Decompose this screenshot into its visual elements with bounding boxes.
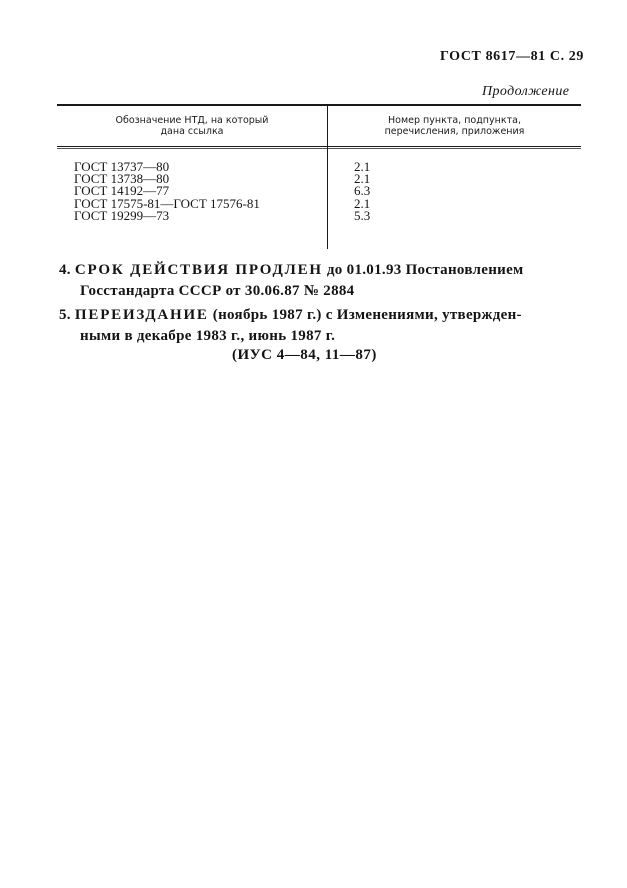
section-5-reference: (ИУС 4—84, 11—87) [232, 347, 377, 363]
table-row-doc: ГОСТ 17575-81—ГОСТ 17576-81 [74, 195, 260, 211]
table-row-clause: 6.3 [354, 183, 371, 199]
column-header-line: дана ссылка [160, 126, 224, 137]
table-row-clause: 2.1 [354, 159, 371, 174]
table-row-doc: ГОСТ 19299—73 [74, 207, 170, 223]
table-row-clause: 5.3 [354, 207, 371, 223]
section-text: до 01.01.93 Постановлением [326, 262, 524, 278]
table-row-clause: 2.1 [354, 171, 371, 187]
table-row-doc: ГОСТ 13737—80 [74, 159, 170, 174]
column-header-line: Номер пункта, подпункта, [388, 115, 521, 126]
table-row-doc: ГОСТ 14192—77 [74, 183, 170, 199]
section-heading: СРОК ДЕЙСТВИЯ ПРОДЛЕН [74, 262, 323, 278]
table-header-rule [57, 146, 581, 149]
table-row-clause: 2.1 [354, 195, 371, 211]
column-header-document [57, 115, 327, 137]
table-top-rule [57, 104, 581, 106]
section-4-validity [59, 260, 581, 302]
section-5-line-2: ными в декабре 1983 г., июнь 1987 г. [80, 328, 336, 344]
section-number: 5. [59, 307, 71, 323]
document-column [74, 161, 260, 222]
column-header-line: Обозначение НТД, на который [115, 115, 269, 126]
section-number: 4. [59, 262, 71, 278]
section-5-reissue [59, 305, 581, 347]
section-4-line-2: Госстандарта СССР от 30.06.87 № 2884 [80, 283, 355, 299]
clause-column [354, 161, 370, 222]
section-text: (ноябрь 1987 г.) с Изменениями, утвержден- [212, 307, 522, 323]
column-header-line: перечисления, приложения [384, 126, 525, 137]
section-heading: ПЕРЕИЗДАНИЕ [74, 307, 209, 323]
section-5-line-1 [59, 305, 581, 326]
section-4-line-1 [59, 260, 581, 281]
reference-table [57, 104, 581, 249]
standard-page-header: ГОСТ 8617—81 С. 29 [440, 49, 584, 64]
table-row-doc: ГОСТ 13738—80 [74, 171, 170, 187]
continuation-label: Продолжение [482, 84, 570, 99]
column-header-clause [328, 115, 581, 137]
